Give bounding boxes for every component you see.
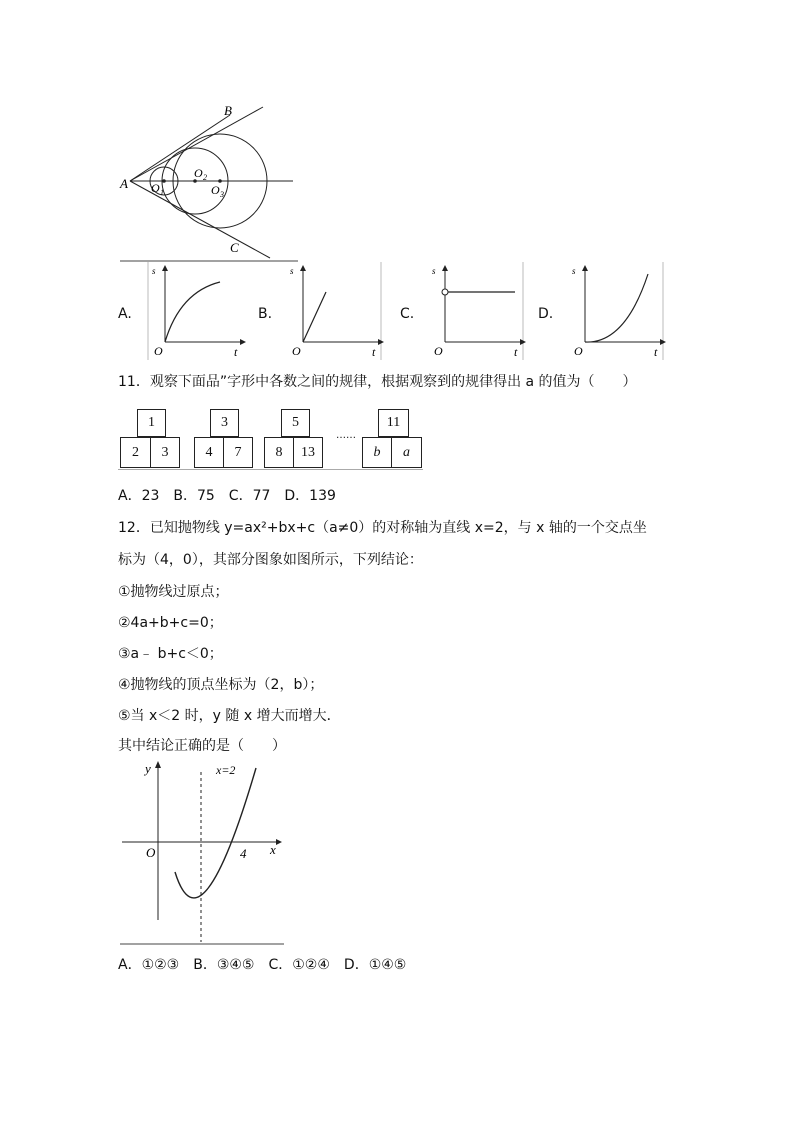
svg-text:O: O — [292, 344, 301, 358]
q11-question: 11．观察下面品”字形中各数之间的规律，根据观察到的规律得出 a 的值为（ ） — [118, 374, 637, 390]
q11-ellipsis: …… — [336, 430, 356, 441]
label-O2: O — [194, 166, 203, 180]
q11-box-right: 7 — [223, 437, 253, 468]
svg-text:O: O — [434, 344, 443, 358]
svg-text:s: s — [152, 266, 156, 276]
graph-option-c — [420, 262, 528, 360]
svg-text:O: O — [146, 845, 156, 860]
q12-conclusion-5: ⑤当 x＜2 时，y 随 x 增大而增大． — [118, 708, 341, 724]
label-O1-sub: 1 — [160, 188, 164, 197]
option-c-letter: C. — [400, 306, 415, 322]
svg-text:t: t — [514, 345, 518, 359]
svg-text:t: t — [234, 345, 238, 359]
q11-baseline — [118, 469, 423, 470]
q12-ask: 其中结论正确的是（ ） — [118, 738, 286, 754]
svg-text:x=2: x=2 — [216, 763, 236, 777]
q11-box-top: 11 — [378, 409, 409, 437]
q11-box-right: 3 — [150, 437, 180, 468]
q11-box-top: 3 — [210, 409, 239, 437]
label-O3-sub: 3 — [220, 190, 224, 199]
graph-option-a — [140, 262, 248, 360]
q11-box-left: b — [362, 437, 392, 468]
q12-conclusion-4: ④抛物线的顶点坐标为（2，b）； — [118, 677, 324, 693]
label-O2-sub: 2 — [203, 173, 207, 182]
graph-option-b — [278, 262, 386, 360]
label-O3: O — [211, 183, 220, 197]
svg-text:s: s — [432, 266, 436, 276]
option-a-letter: A. — [118, 306, 132, 322]
q11-box-right: 13 — [293, 437, 323, 468]
svg-text:t: t — [654, 345, 658, 359]
label-C: C — [230, 240, 239, 255]
q11-box-right: a — [391, 437, 422, 468]
parabola-graph — [118, 760, 288, 950]
svg-text:x: x — [270, 842, 276, 857]
q12-conclusion-1: ①抛物线过原点； — [118, 584, 229, 600]
option-d-letter: D. — [538, 306, 554, 322]
tangent-circles-figure — [110, 95, 310, 270]
q11-box-top: 5 — [281, 409, 310, 437]
graph-option-d — [560, 262, 668, 360]
q12-answers: A．①②③ B．③④⑤ C．①②④ D．①④⑤ — [118, 957, 407, 973]
label-O1: O — [151, 181, 160, 195]
q12-conclusion-3: ③a﹣ b+c＜0； — [118, 646, 223, 662]
q12-line2: 标为（4，0），其部分图象如图所示，下列结论： — [118, 552, 423, 568]
label-A: A — [120, 176, 128, 191]
svg-text:O: O — [574, 344, 583, 358]
q12-line1: 12．已知抛物线 y=ax²+bx+c（a≠0）的对称轴为直线 x=2，与 x 轴的一个交点坐 — [118, 520, 647, 536]
label-B: B — [224, 103, 232, 118]
svg-text:s: s — [572, 266, 576, 276]
svg-text:y: y — [145, 761, 151, 776]
q11-box-top: 1 — [137, 409, 166, 437]
svg-text:t: t — [372, 345, 376, 359]
svg-text:4: 4 — [240, 846, 247, 861]
svg-text:O: O — [154, 344, 163, 358]
q12-conclusion-2: ②4a+b+c=0； — [118, 615, 223, 631]
q11-box-left: 4 — [194, 437, 224, 468]
svg-text:s: s — [290, 266, 294, 276]
q11-box-left: 8 — [264, 437, 294, 468]
option-b-letter: B. — [258, 306, 273, 322]
q11-box-left: 2 — [120, 437, 151, 468]
q11-answers: A．23 B．75 C．77 D．139 — [118, 488, 336, 504]
